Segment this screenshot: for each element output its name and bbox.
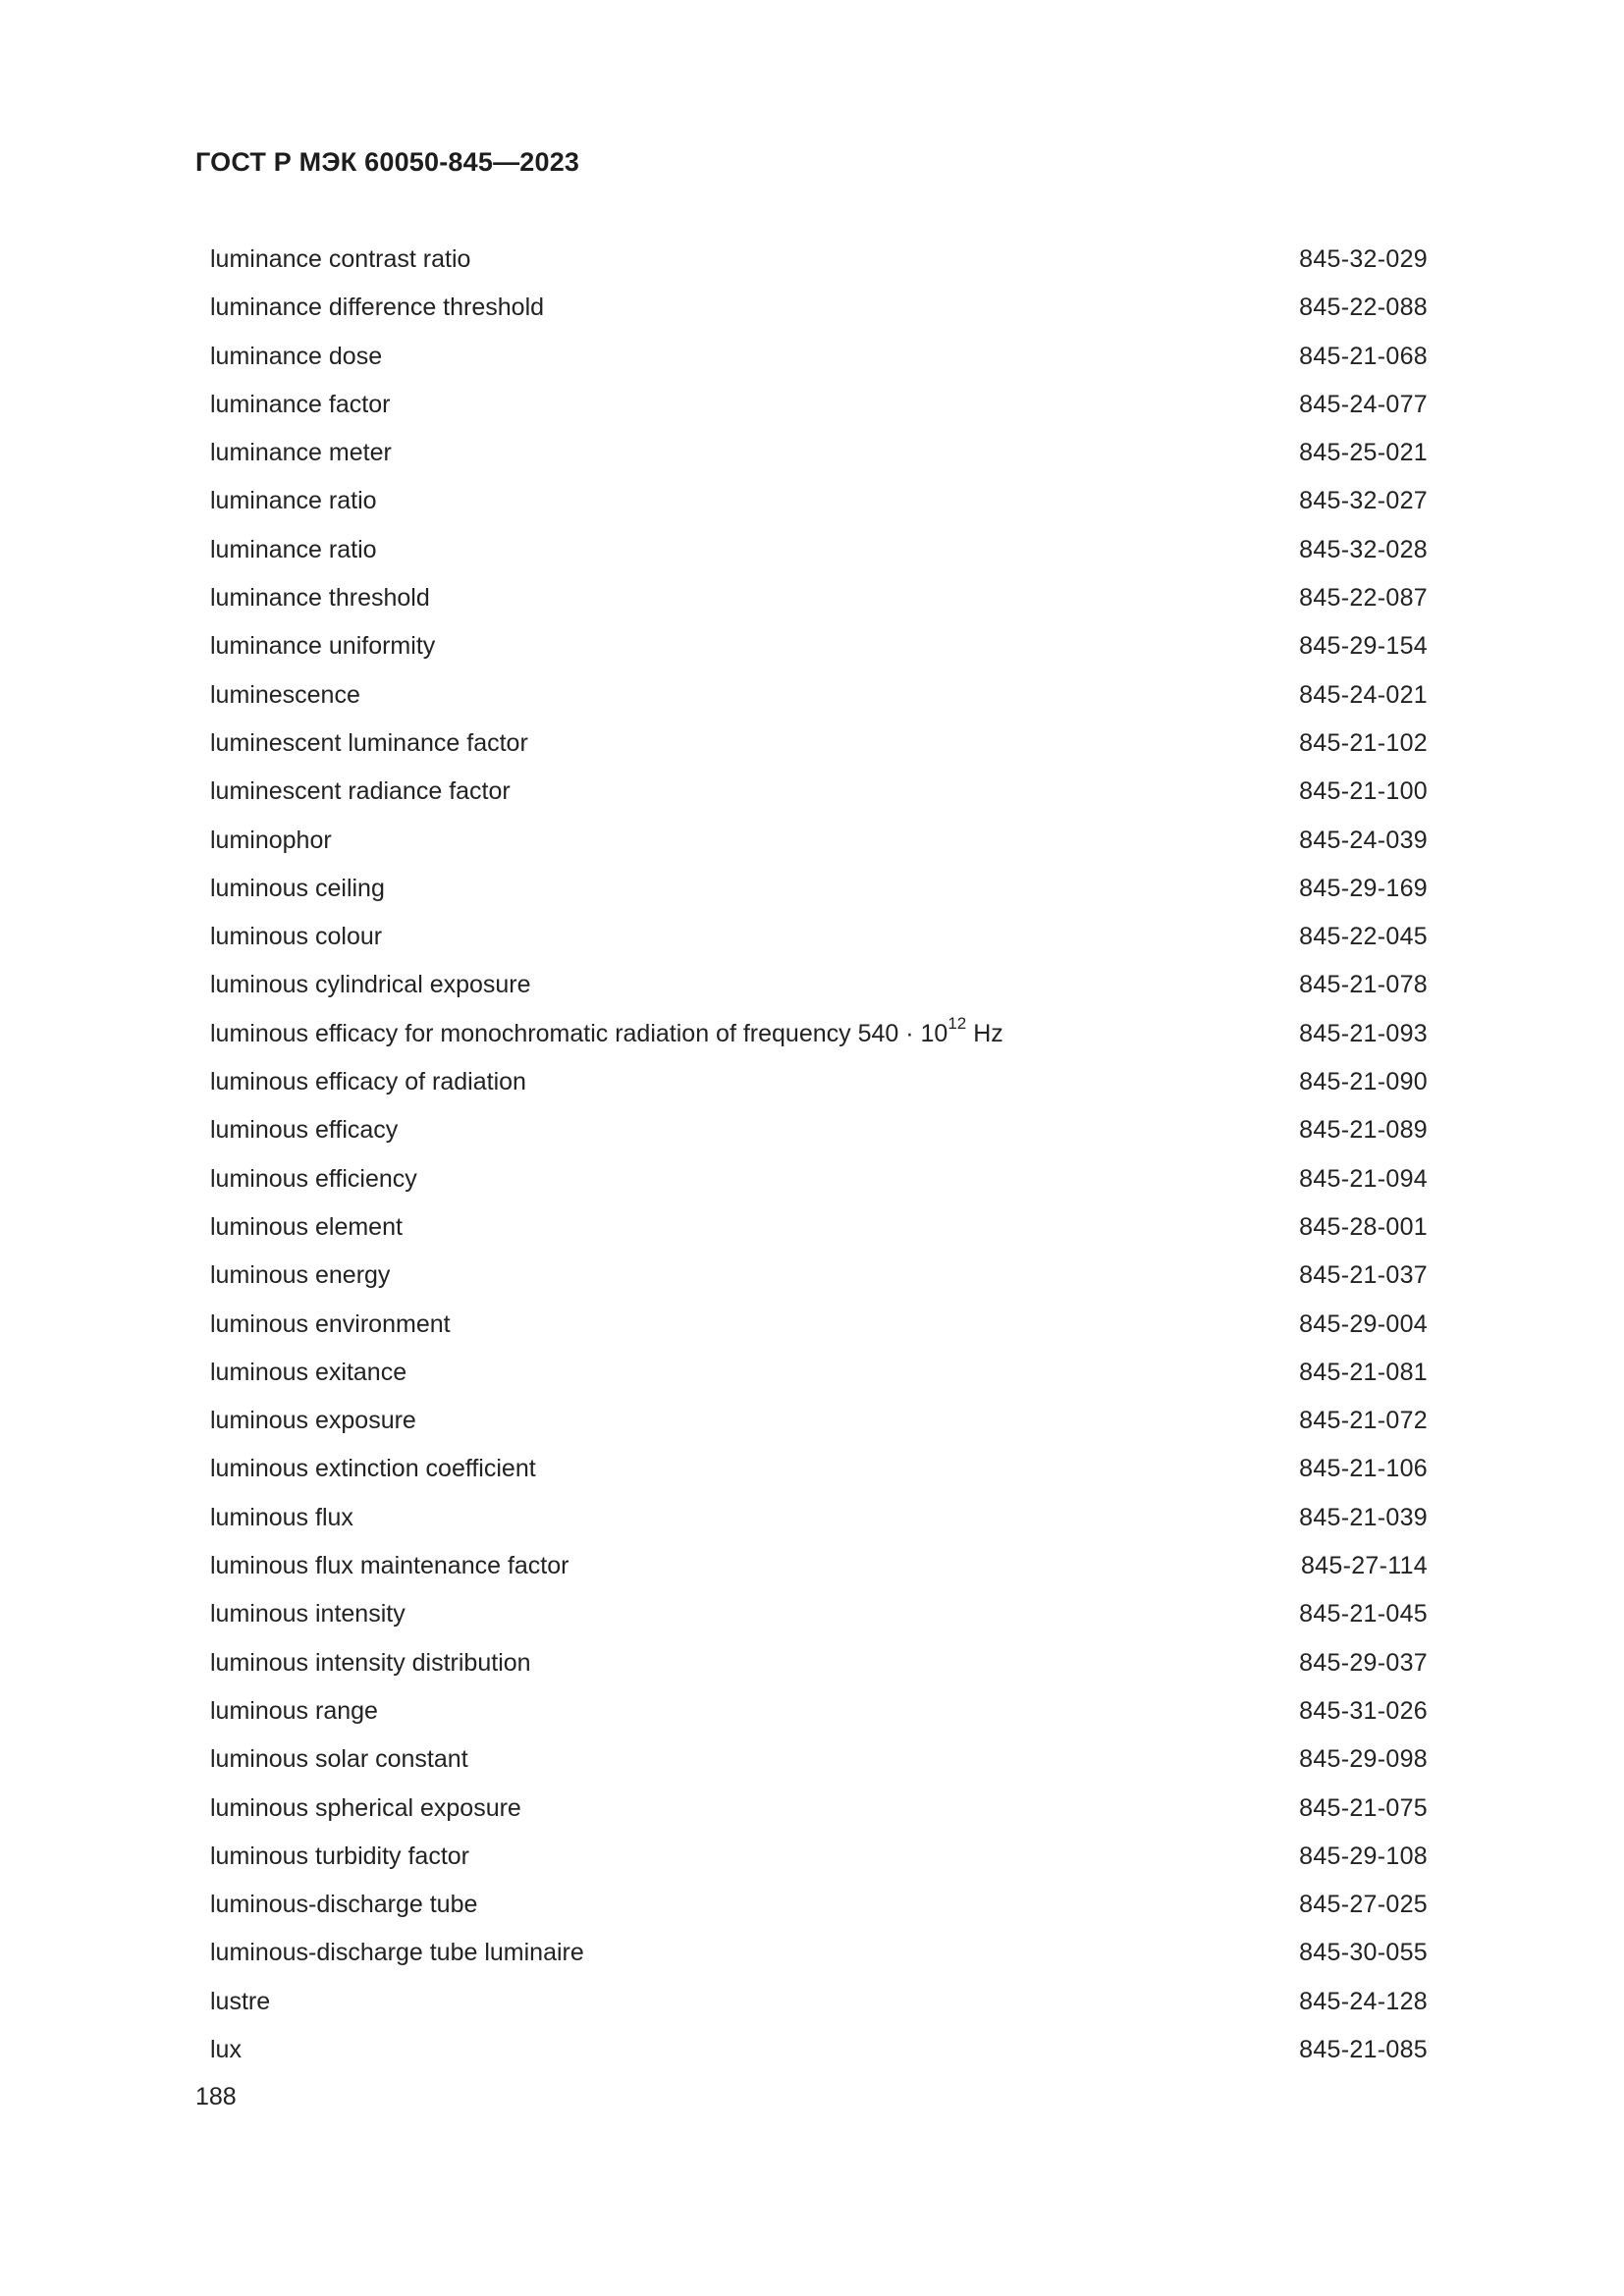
index-row: [210, 429, 1428, 477]
index-term: luminance dose: [210, 342, 383, 370]
index-row: [210, 1058, 1428, 1106]
index-code: 845-32-028: [1299, 535, 1428, 563]
index-code: 845-21-085: [1299, 2035, 1428, 2063]
index-row: [210, 1106, 1428, 1154]
index-code: 845-29-154: [1299, 632, 1428, 661]
index-term: luminous intensity distribution: [210, 1648, 531, 1677]
index-code: 845-22-087: [1299, 584, 1428, 613]
index-row: [210, 1010, 1428, 1058]
index-row: [210, 1687, 1428, 1735]
index-row: [210, 381, 1428, 429]
index-row: [210, 1785, 1428, 1833]
index-row: [210, 1542, 1428, 1590]
index-row: [210, 526, 1428, 574]
index-term: luminance threshold: [210, 584, 430, 613]
index-term: luminous solar constant: [210, 1745, 468, 1774]
index-term: [210, 1010, 1003, 1058]
index-row: [210, 1639, 1428, 1687]
index-code: 845-21-090: [1299, 1068, 1428, 1096]
term-index-list: [210, 236, 1428, 2074]
index-term: luminous efficiency: [210, 1164, 417, 1193]
index-code: 845-21-078: [1299, 971, 1428, 999]
index-row: [210, 1735, 1428, 1784]
index-term: luminance factor: [210, 390, 391, 418]
index-code: 845-21-068: [1299, 342, 1428, 370]
index-row: [210, 1252, 1428, 1300]
index-term: luminous efficacy: [210, 1116, 399, 1145]
index-row: [210, 284, 1428, 332]
index-row: [210, 1494, 1428, 1542]
index-term: luminophor: [210, 826, 332, 854]
index-code: 845-21-081: [1299, 1358, 1428, 1386]
index-term-exponent: 12: [947, 1014, 967, 1034]
index-row: [210, 720, 1428, 768]
index-code: 845-21-039: [1299, 1503, 1428, 1531]
index-code: 845-21-045: [1299, 1600, 1428, 1629]
index-term: luminous exposure: [210, 1407, 416, 1435]
index-term: luminous ceiling: [210, 874, 385, 902]
index-row: [210, 1590, 1428, 1638]
index-row: [210, 1349, 1428, 1397]
index-code: 845-24-128: [1299, 1987, 1428, 2015]
index-code: 845-21-072: [1299, 1407, 1428, 1435]
index-term: luminance uniformity: [210, 632, 436, 661]
index-code: 845-21-106: [1299, 1455, 1428, 1483]
document-header: ГОСТ Р МЭК 60050-845—2023: [195, 147, 580, 177]
index-row: [210, 671, 1428, 720]
index-code: 845-21-075: [1299, 1793, 1428, 1822]
index-row: [210, 961, 1428, 1009]
index-code: 845-31-026: [1299, 1696, 1428, 1725]
index-term-unit: Hz: [966, 1019, 1003, 1047]
index-code: 845-25-021: [1299, 439, 1428, 467]
index-row: [210, 477, 1428, 525]
index-row: [210, 1301, 1428, 1349]
index-code: 845-21-093: [1299, 1019, 1428, 1047]
index-row: [210, 1833, 1428, 1881]
index-term: luminance contrast ratio: [210, 245, 471, 273]
index-term: luminous spherical exposure: [210, 1793, 521, 1822]
index-code: 845-32-027: [1299, 487, 1428, 515]
index-row: [210, 236, 1428, 284]
index-term: luminous flux maintenance factor: [210, 1552, 569, 1580]
index-row: [210, 768, 1428, 816]
index-code: 845-32-029: [1299, 245, 1428, 273]
index-row: [210, 622, 1428, 670]
index-code: 845-24-077: [1299, 390, 1428, 418]
index-code: 845-29-098: [1299, 1745, 1428, 1774]
index-row: [210, 865, 1428, 913]
index-code: 845-29-169: [1299, 874, 1428, 902]
index-code: 845-30-055: [1299, 1939, 1428, 1967]
index-code: 845-21-037: [1299, 1261, 1428, 1290]
index-term: lux: [210, 2035, 242, 2063]
index-row: [210, 574, 1428, 622]
index-term: luminance meter: [210, 439, 392, 467]
index-term: luminescence: [210, 680, 360, 709]
index-term: luminance ratio: [210, 487, 377, 515]
index-term: luminescent radiance factor: [210, 777, 511, 806]
index-code: 845-27-114: [1300, 1552, 1428, 1580]
index-term: luminous exitance: [210, 1358, 407, 1386]
index-code: 845-24-021: [1299, 680, 1428, 709]
index-row: [210, 333, 1428, 381]
page-number: 188: [195, 2083, 237, 2110]
index-term: luminous flux: [210, 1503, 353, 1531]
index-term: luminous energy: [210, 1261, 391, 1290]
index-term: luminous colour: [210, 923, 383, 951]
index-term: luminous cylindrical exposure: [210, 971, 531, 999]
index-code: 845-22-045: [1299, 923, 1428, 951]
index-term: luminous turbidity factor: [210, 1842, 470, 1870]
index-term: luminous efficacy of radiation: [210, 1068, 526, 1096]
index-term: luminance ratio: [210, 535, 377, 563]
index-code: 845-22-088: [1299, 294, 1428, 322]
index-row: [210, 817, 1428, 865]
index-code: 845-21-094: [1299, 1164, 1428, 1193]
index-code: 845-28-001: [1299, 1212, 1428, 1241]
index-row: [210, 1397, 1428, 1445]
index-row: [210, 1978, 1428, 2026]
index-row: [210, 1929, 1428, 1977]
index-code: 845-29-108: [1299, 1842, 1428, 1870]
index-code: 845-29-004: [1299, 1309, 1428, 1338]
index-code: 845-27-025: [1299, 1891, 1428, 1919]
index-code: 845-21-089: [1299, 1116, 1428, 1145]
index-term: luminous range: [210, 1696, 378, 1725]
index-row: [210, 913, 1428, 961]
index-row: [210, 2026, 1428, 2074]
index-term: luminous intensity: [210, 1600, 406, 1629]
index-term-base: luminous efficacy for monochromatic radiation of frequency 540 · 10: [210, 1019, 948, 1047]
index-term: luminous extinction coefficient: [210, 1455, 536, 1483]
index-code: 845-21-100: [1299, 777, 1428, 806]
index-term: luminescent luminance factor: [210, 728, 528, 757]
index-term: luminance difference threshold: [210, 294, 545, 322]
index-term: luminous-discharge tube luminaire: [210, 1939, 584, 1967]
index-term: luminous-discharge tube: [210, 1891, 478, 1919]
index-code: 845-24-039: [1299, 826, 1428, 854]
index-row: [210, 1203, 1428, 1252]
index-code: 845-21-102: [1299, 728, 1428, 757]
index-code: 845-29-037: [1299, 1648, 1428, 1677]
index-term: luminous environment: [210, 1309, 451, 1338]
index-row: [210, 1881, 1428, 1929]
index-term: luminous element: [210, 1212, 403, 1241]
index-row: [210, 1155, 1428, 1203]
index-row: [210, 1445, 1428, 1493]
index-term: lustre: [210, 1987, 271, 2015]
